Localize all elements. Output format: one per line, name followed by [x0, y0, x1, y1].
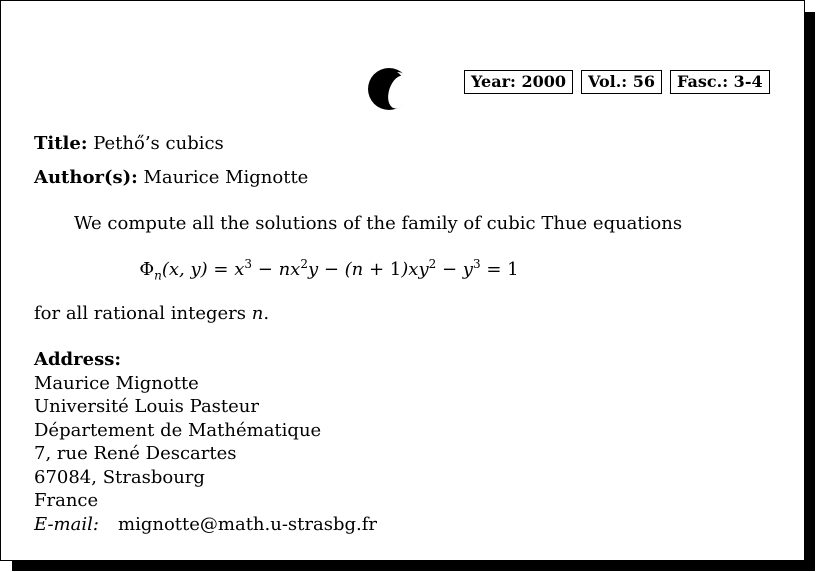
title-row: [34, 133, 224, 155]
abstract: [34, 212, 774, 326]
author-address: [34, 348, 377, 536]
volume-badge: Vol.: 56: [581, 70, 662, 94]
issue-badges: [464, 70, 770, 94]
email-label: E-mail:: [34, 513, 99, 535]
email-row: [34, 513, 377, 537]
email-address[interactable]: mignotte@math.u-strasbg.fr: [118, 513, 377, 535]
article-title: Pethő’s cubics: [93, 133, 224, 154]
thue-equation: $\Phi_n(x$, $y) = x^3 - nx^2y - (n + 1)xy^2 - y^3 = 1$: [139, 257, 519, 283]
address-line: Maurice Mignotte: [34, 372, 199, 394]
card-shadow-bottom: [12, 561, 815, 571]
address-line: Département de Mathématique: [34, 419, 322, 441]
article-authors: Maurice Mignotte: [143, 167, 309, 188]
year-badge: Year: 2000: [464, 70, 573, 94]
address-label: Address:: [34, 349, 121, 370]
address-line: Université Louis Pasteur: [34, 396, 259, 417]
authors-row: [34, 167, 308, 189]
title-label: Title:: [34, 133, 88, 154]
abstract-sentence-end: for all rational integers n.: [34, 302, 270, 324]
fascicle-badge: Fasc.: 3-4: [670, 70, 770, 94]
address-line: 67084, Strasbourg: [34, 466, 205, 488]
address-line: 7, rue René Descartes: [34, 443, 237, 464]
abstract-sentence-start: We compute all the solutions of the family of cubic Thue equations: [74, 213, 683, 234]
journal-logo-icon: [367, 66, 411, 112]
card-shadow-right: [805, 12, 815, 571]
authors-label: Author(s):: [34, 167, 138, 188]
address-line: France: [34, 490, 99, 511]
